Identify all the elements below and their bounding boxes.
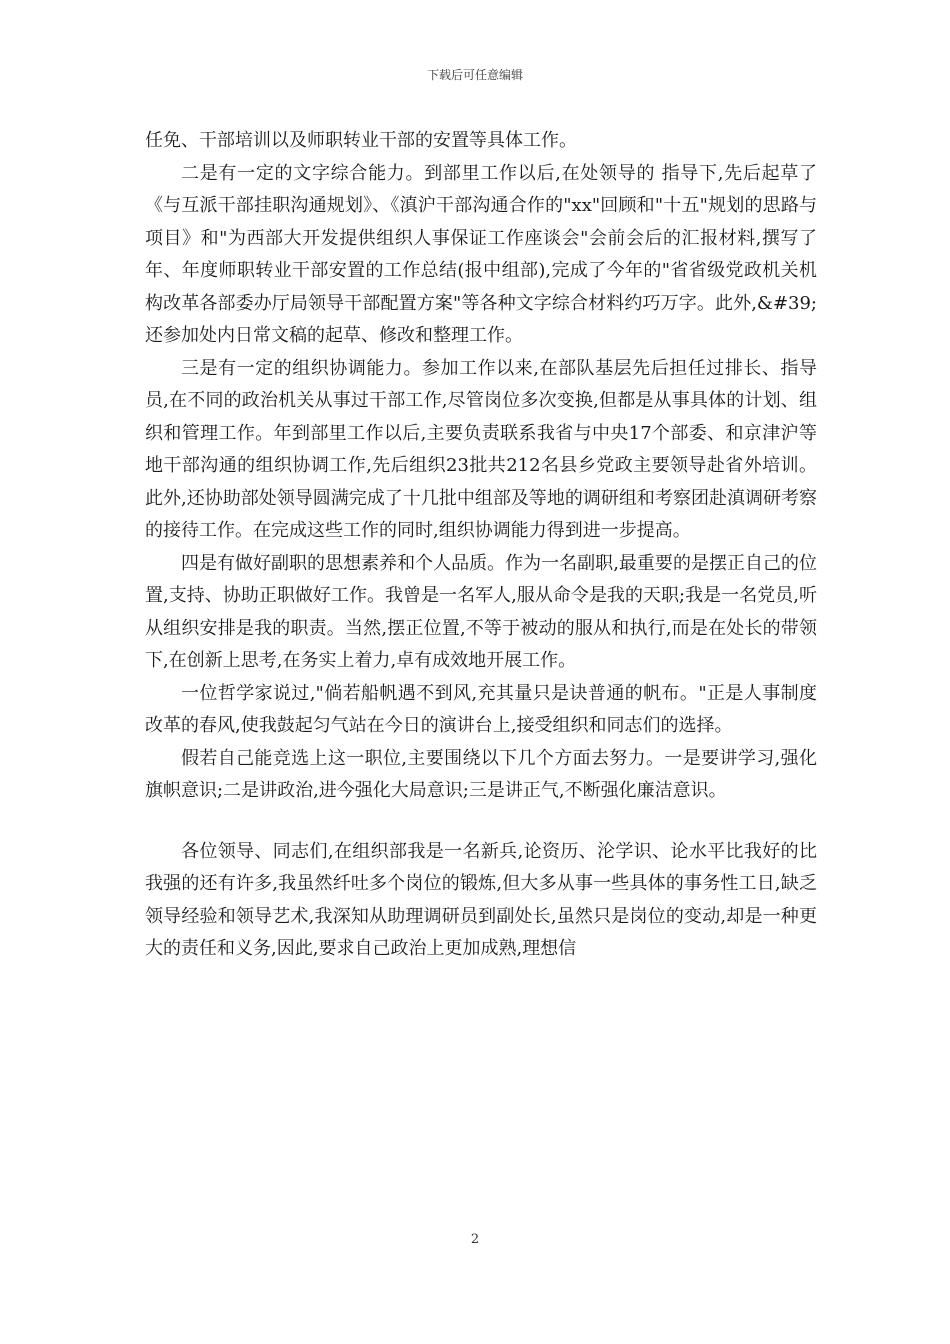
paragraph-philosopher-quote: 一位哲学家说过,"倘若船帆遇不到风,充其量只是诀普通的帆布。"正是人事制度改革的春风,使我鼓起匀气站在今日的演讲台上,接受组织和同志们的选择。 [145, 682, 817, 736]
paragraph-closing: 各位领导、同志们,在组织部我是一名新兵,论资历、沦学识、论水平比我好的比我强的还有许多,我虽然纤吐多个岗位的锻炼,但大多从事一些具体的事务性工日,缺乏领导经验和领导艺术,我深知从助理调研员到副处长,虽然只是岗位的变动,却是一种更大的责任和义务,因此,要求自己政治上更加成熟,理想信 [145, 840, 817, 959]
page-header: 下载后可任意编辑 [426, 68, 523, 82]
paragraph-continuation: 任免、干部培训以及师职转业干部的安置等具体工作。 [145, 130, 577, 151]
paragraph-efforts: 假若自己能竞选上这一职位,主要围绕以下几个方面去努力。一是要讲学习,强化旗帜意识;二是讲政治,进今强化大局意识;三是讲正气,不断强化廉洁意识。 [145, 747, 817, 801]
page-number: 2 [470, 1232, 480, 1247]
paragraph-coordination-ability: 三是有一定的组织协调能力。参加工作以来,在部队基层先后担任过排长、指导员,在不同的政治机关从事过干部工作,尽管岗位多次变换,但都是从事具体的计划、组织和管理工作。年到部里工作以后,主要负责联系我省与中央17个部委、和京津沪等地干部沟通的组织协调工作,先后组织23批共212名县乡党政主要领导赴省外培训。此外,还协助部处领导圆满完成了十几批中组部及等地的调研组和考察团赴滇调研考察的接待工作。在完成这些工作的同时,组织协调能力得到进一步提高。 [145, 357, 817, 541]
paragraph-writing-ability: 二是有一定的文字综合能力。到部里工作以后,在处领导的 指导下,先后起草了《与互派干部挂职沟通规划》、《滇沪干部沟通合作的"xx"回顾和"十五"规划的思路与项目》和"为西部大开发提供组织人事保证工作座谈会"会前会后的汇报材料,撰写了年、年度师职转业干部安置的工作总结(报中组部),完成了今年的"省省级党政机关机构改革各部委办厅局领导干部配置方案"等各种文字综合材料约巧万字。此外,&#39;还参加处内日常文稿的起草、修改和整理工作。 [145, 162, 817, 346]
paragraph-deputy-qualities: 四是有做好副职的思想素养和个人品质。作为一名副职,最重要的是摆正自己的位置,支持、协助正职做好工作。我曾是一名军人,服从命令是我的天职;我是一名党员,听从组织安排是我的职责。当然,摆正位置,不等于被动的服从和执行,而是在处长的带领下,在创新上思考,在务实上着力,卓有成效地开展工作。 [145, 552, 817, 671]
document-body [145, 125, 817, 966]
